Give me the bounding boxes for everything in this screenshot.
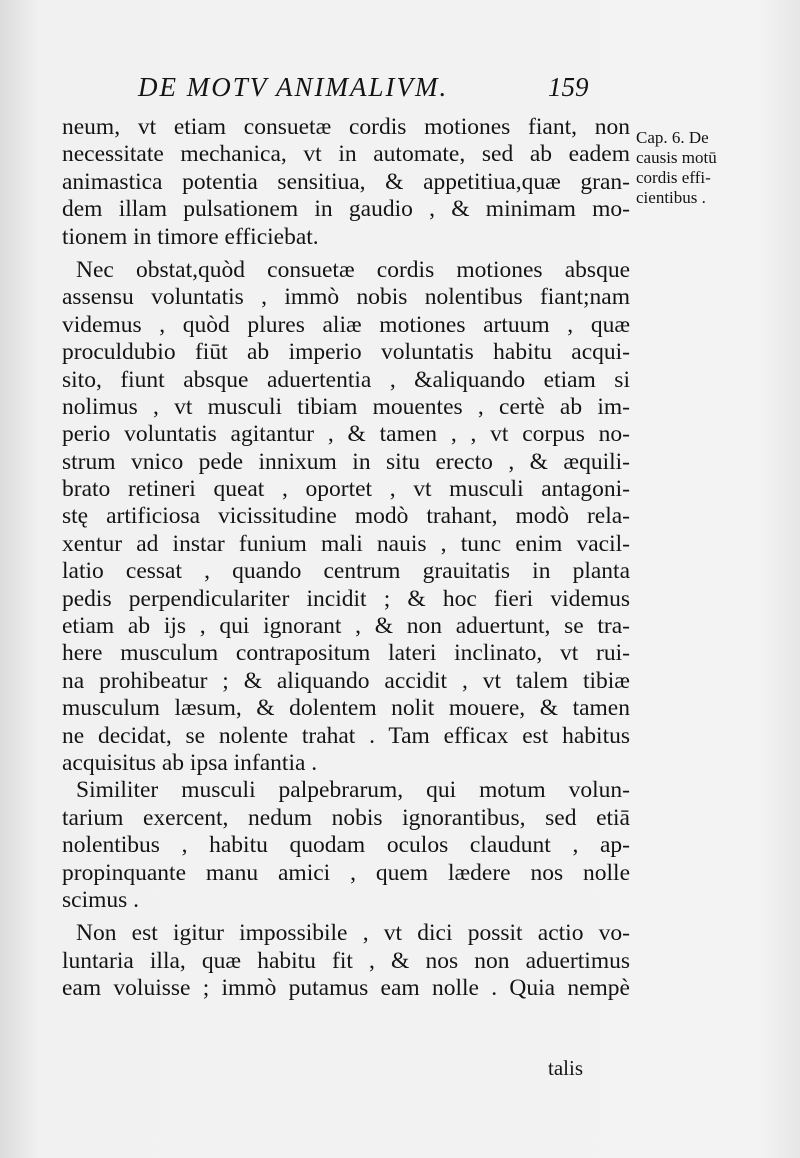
text-line: luntaria illa, quæ habitu fit , & nos non aduertimus bbox=[62, 947, 630, 974]
text-line: xentur ad instar funium mali nauis , tunc enim vacil- bbox=[62, 530, 630, 557]
text-line: pedis perpendiculariter incidit ; & hoc fieri videmus bbox=[62, 585, 630, 612]
text-line: here musculum contrapositum lateri inclinato, vt rui- bbox=[62, 640, 630, 667]
margin-note-line: causis motū bbox=[636, 148, 717, 167]
paragraph-2 bbox=[62, 257, 630, 777]
text-line: tionem in timore efficiebat. bbox=[62, 223, 319, 250]
text-line: proculdubio fiūt ab imperio voluntatis habitu acqui- bbox=[62, 339, 630, 366]
margin-note-line: cientibus . bbox=[636, 188, 706, 207]
paragraph-3 bbox=[62, 777, 630, 914]
margin-note-line: cordis effi- bbox=[636, 168, 711, 187]
text-line: scimus . bbox=[62, 886, 140, 913]
text-line: nolentibus , habitu quodam oculos claudunt , ap- bbox=[62, 832, 630, 859]
text-line: perio voluntatis agitantur , & tamen , , vt corpus no- bbox=[62, 421, 630, 448]
margin-note-line: Cap. 6. De bbox=[636, 128, 709, 147]
page-header bbox=[0, 72, 800, 112]
running-title: DE MOTV ANIMALIVM. bbox=[138, 72, 449, 102]
text-line: animastica potentia sensitiua, & appetitiua,quæ gran- bbox=[62, 168, 630, 195]
catchword: talis bbox=[548, 1056, 583, 1080]
text-line: na prohibeatur ; & aliquando accidit , vt talem tibiæ bbox=[62, 667, 630, 694]
text-line: acquisitus ab ipsa infantia . bbox=[62, 749, 318, 776]
text-line: assensu voluntatis , immò nobis nolentibus fiant;nam bbox=[62, 284, 630, 311]
text-line: neum, vt etiam consuetæ cordis motiones fiant, non bbox=[62, 114, 630, 140]
text-line: propinquante manu amici , quem lædere nos nolle bbox=[62, 859, 630, 886]
text-line: sito, fiunt absque aduertentia , &aliquando etiam si bbox=[62, 366, 630, 393]
text-line: Similiter musculi palpebrarum, qui motum volun- bbox=[76, 777, 630, 804]
margin-note bbox=[636, 128, 748, 208]
text-line: Nec obstat,quòd consuetæ cordis motiones absque bbox=[76, 256, 630, 283]
paragraph-4 bbox=[62, 920, 630, 1002]
text-line: nolimus , vt musculi tibiam mouentes , certè ab im- bbox=[62, 393, 630, 420]
text-line: strum vnico pede innixum in situ erecto , & æquili- bbox=[62, 448, 630, 475]
text-line: ne decidat, se nolente trahat . Tam efficax est habitus bbox=[62, 722, 630, 749]
text-line: necessitate mechanica, vt in automate, sed ab eadem bbox=[62, 141, 630, 168]
text-line: latio cessat , quando centrum grauitatis in planta bbox=[62, 558, 630, 585]
text-line: stę artificiosa vicissitudine modò trahant, modò rela- bbox=[62, 503, 630, 530]
text-line: dem illam pulsationem in gaudio , & minimam mo- bbox=[62, 196, 630, 223]
page-number: 159 bbox=[548, 72, 589, 102]
text-line: videmus , quòd plures aliæ motiones artuum , quæ bbox=[62, 311, 630, 338]
text-line: etiam ab ijs , qui ignorant , & non aduertunt, se tra- bbox=[62, 613, 630, 640]
text-line: tarium exercent, nedum nobis ignorantibus, sed etiā bbox=[62, 804, 630, 831]
text-line: musculum læsum, & dolentem nolit mouere, & tamen bbox=[62, 695, 630, 722]
paragraph-1 bbox=[62, 114, 630, 251]
text-line: eam voluisse ; immò putamus eam nolle . Quia nempè bbox=[62, 975, 630, 1002]
text-line: Non est igitur impossibile , vt dici possit actio vo- bbox=[76, 920, 630, 947]
text-line: brato retineri queat , oportet , vt musculi antagoni- bbox=[62, 476, 630, 503]
body-text bbox=[62, 114, 630, 1003]
